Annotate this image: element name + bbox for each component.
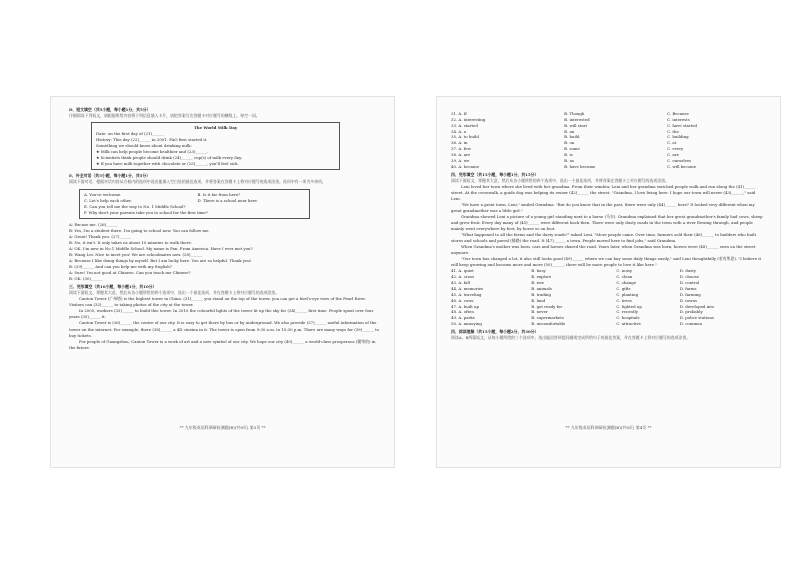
- option-cell: B. is: [564, 152, 573, 158]
- option-cell: C. hospitals: [616, 315, 640, 321]
- option-cell: B. build: [564, 134, 580, 140]
- option-cell: C. building: [667, 134, 689, 140]
- option-cell: D. choose: [679, 274, 699, 280]
- option-cell: C. trees: [616, 297, 632, 303]
- option-cell: D. dusty: [679, 268, 697, 274]
- dialogue-line: B: Yes, I'm a student there. I'm going to school now. You can follow me.: [69, 227, 210, 233]
- option-row: [451, 164, 766, 170]
- option-item: F. Why don't your parents take you to school for the first time?: [84, 209, 208, 215]
- option-cell: 36. A. in: [451, 140, 468, 146]
- card-line: History: This day (22)______ in 2001. FAO first started it.: [96, 137, 208, 143]
- section-5-instructions: 阅读A、B两篇短文，从每小题所给的三个选项中，选出能回答所提问题或完成所给句子的最佳答案，并在答题卡上将对应题号的选项涂黑。: [451, 334, 691, 340]
- option-cell: B. land: [531, 297, 546, 303]
- card-line: ★ If you have milk together with chocolate or (25)______, you'll feel sick.: [96, 161, 239, 167]
- section-4-instructions: 阅读下面短文，掌握其大意，然后从各小题所给的四个选项中，选出一个最佳选项，并将答案在答题卡上对应题号的选项涂黑。: [451, 177, 669, 183]
- section-5-title: 四、阅读理解（共15小题，每小题2分，共30分）: [451, 328, 539, 334]
- option-cell: 49. A. parks: [451, 315, 475, 321]
- section-3-title: 三、完形填空（共10小题，每小题1分，共10分）: [69, 284, 157, 290]
- option-cell: 33. A. started: [451, 122, 478, 128]
- option-cell: C. at: [667, 140, 677, 146]
- dialogue-line: A: Because I like doing things by myself. But I am lucky here. You are so helpful. Thank you!: [69, 257, 252, 263]
- option-cell: B. an: [564, 128, 575, 134]
- option-cell: B. busy: [531, 268, 546, 274]
- card-line: ★ Milk can help people become healthier and (23)______.: [96, 149, 209, 155]
- option-cell: D. farms: [679, 285, 697, 291]
- option-cell: 50. A. annoying: [451, 321, 482, 327]
- option-cell: C. recently: [616, 309, 638, 315]
- option-cell: D. towns: [679, 297, 697, 303]
- option-cell: C. have started: [667, 122, 698, 128]
- option-cell: 39. A. we: [451, 157, 470, 163]
- dialogue-line: B: No, it isn't. It only takes us about 10 minutes to walk there.: [69, 239, 192, 245]
- option-cell: 34. A. a: [451, 128, 467, 134]
- option-cell: B. rise: [531, 280, 544, 286]
- dialogue-line: B: OK. (30)______: [69, 276, 103, 282]
- option-cell: 37. A. few: [451, 146, 471, 152]
- option-cell: B. trading: [531, 291, 552, 297]
- option-cell: D. developed into: [679, 303, 715, 309]
- card-line: ★ Scientists think people should drink (24)______ cup(s) of milk every day.: [96, 155, 243, 161]
- option-cell: 44. A. memories: [451, 285, 484, 291]
- dialogue-line: B: Wang Lei. Nice to meet you! We are schoolmates now. (28)______: [69, 251, 203, 257]
- option-cell: B. got ready for: [531, 303, 563, 309]
- option-cell: C. interests: [667, 116, 690, 122]
- option-row: [451, 321, 766, 327]
- option-cell: 46. A. cows: [451, 297, 474, 303]
- card-title: The World Milk Day: [193, 125, 238, 131]
- option-cell: B. animals: [531, 285, 552, 291]
- option-item: E. Can you tell me the way to No. 1 Middle School?: [84, 203, 186, 209]
- option-cell: 42. A. cross: [451, 274, 475, 280]
- cloze-passage: [451, 184, 766, 269]
- option-cell: C. are: [667, 152, 679, 158]
- answer-options-31-40: [451, 111, 766, 170]
- option-cell: 45. A. traveling: [451, 291, 482, 297]
- option-cell: 41. A. quiet: [451, 268, 474, 274]
- passage-paragraph: Canton Tower (广州塔) is the highest tower in China. (31)______ you stand on the top of the tower, you can get a bird's-eye view of the Pearl River. Visitors can (32)______ to taking photos of the city at the tower.: [69, 296, 366, 308]
- option-cell: C. change: [616, 280, 637, 286]
- answer-options-41-50: [451, 268, 766, 327]
- option-cell: C. gifts: [616, 285, 631, 291]
- option-cell: 32. A. interesting: [451, 116, 486, 122]
- option-cell: B. will start: [564, 122, 588, 128]
- section-d-title: D、短文填空（共5小题，每小题1分，共5分）: [69, 107, 151, 112]
- section-e-title: E、补全对话（共5小题，每小题1分，共5分）: [69, 173, 151, 179]
- option-item: C. Let's help each other.: [84, 197, 132, 203]
- page-footer: ** 九年级英语科调研检测题(B)(共8页) 第3页 **: [179, 424, 266, 430]
- section-d-instructions: 仔细阅读下列短文，请根据所给内容将下列信息填入卡片，请把答案写在答题卡对应题号的横线上。每空一词。: [69, 113, 260, 119]
- option-item: A. You're welcome.: [84, 191, 122, 197]
- option-cell: B. Though: [564, 111, 585, 116]
- card-line: Date: on the first day of (21)______: [96, 131, 164, 137]
- passage-paragraph: Canton Tower is (36)______ the centre of our city. It is easy to get there by bus or by underground. We also provide (37)______ useful information of the tower on the internet. For example, there (38)______ a 4D cinema in it. The tower is open from 9:30 a.m. to 10:30 p.m. There are many ways for (39)______ to buy tickets.: [69, 320, 379, 338]
- dialogue-line: A: Great! Thank you. (27)______: [69, 233, 132, 239]
- passage-paragraph: Grandma showed Leni a picture of a young girl standing next to a horse (马车). Grandma explained that her great grandmother's family had cows, sheep and grew fruit. Every day many of (45)______ were different back then. There were only dusty roads in the town with a river flowing through, and people mainly went everywhere by foot, by horse or on foot.: [451, 213, 763, 232]
- option-cell: B. supermarkets: [531, 315, 564, 321]
- option-cell: 38. A. are: [451, 152, 471, 158]
- dialogue-options-box: [79, 189, 310, 219]
- option-cell: B. explore: [531, 274, 552, 280]
- option-item: B. Is it far from here?: [197, 191, 241, 197]
- option-cell: C. lighted up: [616, 303, 642, 309]
- page-footer: ** 九年级英语科调研检测题(B)(共8页) 第4页 **: [565, 424, 652, 430]
- option-cell: B. uncomfortable: [531, 321, 566, 327]
- option-cell: D. police stations: [679, 315, 714, 321]
- option-cell: B. never: [531, 309, 548, 315]
- exam-page-left: [50, 96, 395, 468]
- passage-paragraph: "Our town has changed a lot, it also still looks good (49)______ where we can buy some daily things easily," said Leni thoughtfully (若有所思). "I believe it will keep growing and become more and more (50)______, there will be more people to love it like here.": [451, 256, 762, 268]
- passage-paragraph: For people of Guangzhou, Canton Tower is a work of art and a new symbol of our city. We hope our city (40)______ a world-class prosperous (繁荣的) in the future.: [69, 338, 376, 350]
- option-item: D. There is a school near here.: [197, 197, 259, 203]
- option-cell: C. every: [667, 146, 684, 152]
- dialogue: [69, 222, 380, 282]
- option-cell: 48. A. often: [451, 309, 474, 315]
- option-cell: C. ourselves: [667, 157, 692, 163]
- option-cell: C. noisy: [616, 268, 633, 274]
- option-cell: B. on: [564, 140, 575, 146]
- option-cell: C. clean: [616, 274, 633, 280]
- option-cell: B. interested: [564, 116, 590, 122]
- option-cell: C. will become: [667, 163, 696, 169]
- section-e-instructions: 阅读下面对话，根据对话内容从方框内的选项中选出能填入空白处的最佳选项，并将答案在答题卡上将对应题号的选项涂黑。选项中有一项为多余项。: [69, 179, 326, 185]
- dialogue-line: B: (29)______ And can you help me with my English?: [69, 264, 172, 270]
- cloze-passage: [69, 296, 380, 350]
- option-cell: B. us: [564, 157, 574, 163]
- passage-paragraph: "What happened to all the farms and the dusty roads?" asked Leni. "More people came. Over time, farmers sold their (46)______ to builders who built stores and schools and paved (铺路) the road. It (47)______ a town. People moved here to find jobs," said Grandma.: [451, 232, 757, 244]
- option-cell: 35. A. to build: [451, 134, 479, 140]
- card-line: Something we should know about drinking milk:: [96, 143, 192, 149]
- milk-day-card: [91, 122, 340, 170]
- section-4-title: 四、完形填空（共15小题，每小题1分，共15分）: [451, 171, 539, 177]
- dialogue-line: A: Sure! I'm not good at Chinese. Can you teach me Chinese?: [69, 270, 191, 276]
- option-cell: B. some: [564, 146, 580, 152]
- dialogue-line: A: Excuse me. (26)______: [69, 221, 118, 227]
- section-3-instructions: 阅读下面短文，掌握其大意，然后从各小题所给的四个选项中，选出一个最佳选项，并在答题卡上将对应题号的选项涂黑。: [69, 290, 280, 296]
- option-cell: 47. A. built up: [451, 303, 479, 309]
- option-cell: B. have become: [564, 163, 596, 169]
- exam-page-right: [436, 96, 781, 468]
- option-cell: C. the: [667, 128, 679, 134]
- option-cell: C. attractive: [616, 321, 641, 327]
- option-cell: D. farming: [679, 291, 701, 297]
- option-cell: D. control: [679, 280, 700, 286]
- passage-paragraph: In 2005, workers (33)______ to build this tower. In 2010 the colourful lights of the tower lit up the sky for (34)______ first time. People spent over four years (35)______ it.: [69, 308, 374, 320]
- option-cell: D. probably: [679, 309, 703, 315]
- option-cell: 31. A. If: [451, 111, 467, 116]
- option-cell: C. planting: [616, 291, 639, 297]
- passage-paragraph: "We have a great town, Leni," smiled Grandma. "But do you know that in the past, there were only (44)______ here? It looked very different when my great grandmother was a little girl.": [451, 201, 755, 213]
- option-cell: D. common: [679, 321, 702, 327]
- dialogue-line: A: OK. I'm new in No.1 Middle School. My name is Pan. From America. Have I ever met you?: [69, 245, 253, 251]
- option-cell: 40. A. became: [451, 163, 479, 169]
- passage-paragraph: Leni loved her town where she lived with her grandma. From their window, Leni and her grandma watched people walk and run along the (41)______ street. At the crosswalk, a guide dog was helping its owner (42)______ the street. "Grandma, I love living here. I hope our town will never (43)______," said Leni.: [451, 183, 756, 201]
- passage-paragraph: When Grandma's mother was born, cars and horses shared the road. Years later, when Grandma was born, horses were (48)______ seen on the street anymore.: [451, 244, 756, 256]
- option-cell: C. Because: [667, 111, 689, 116]
- option-cell: 43. A. fall: [451, 280, 470, 286]
